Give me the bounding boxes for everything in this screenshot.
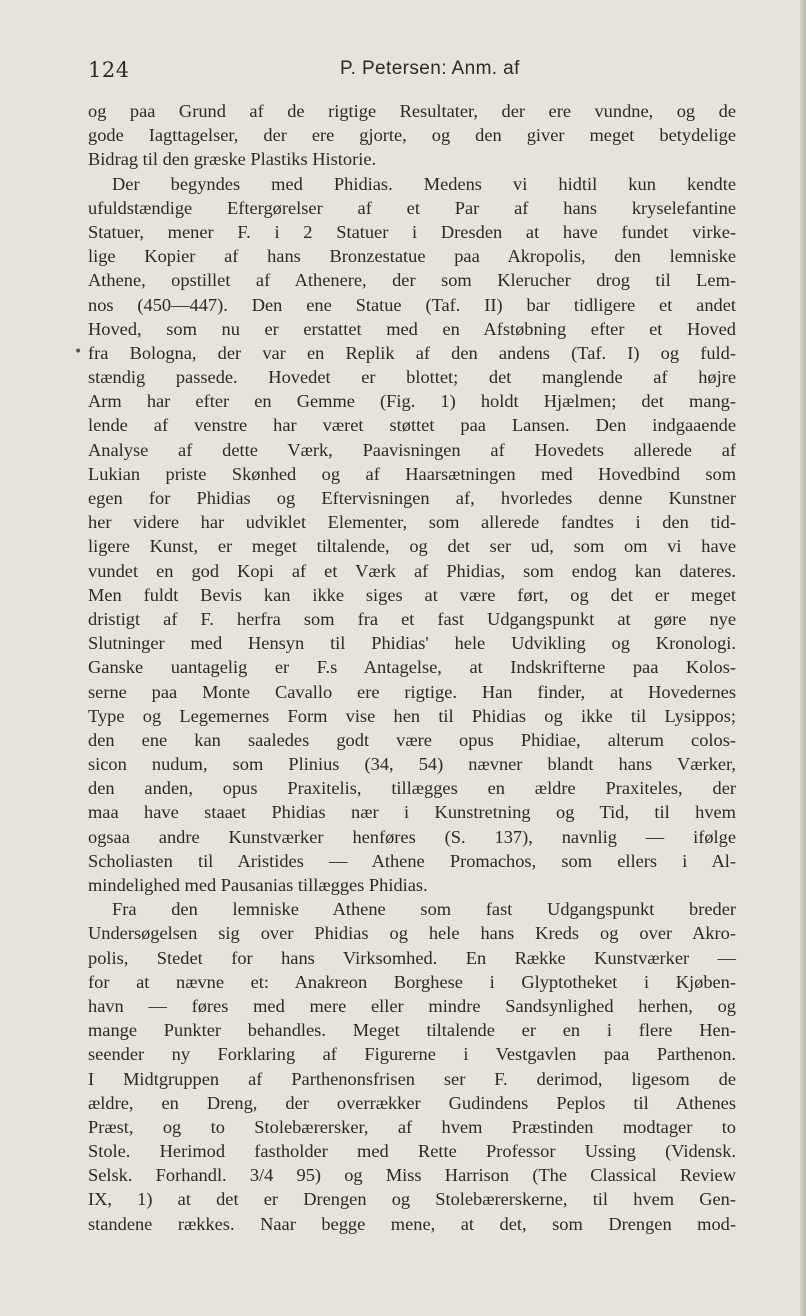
text-line: dristigt af F. herfra som fra et fast Udgangspunkt at gøre nye: [88, 608, 736, 629]
text-line: IX, 1) at det er Drengen og Stolebærerskerne, til hvem Gen-: [88, 1189, 736, 1210]
text-line: egen for Phidias og Eftervisningen af, hvorledes denne Kunstner: [88, 488, 736, 508]
text-line: Slutninger med Hensyn til Phidias' hele Udvikling og Kronologi.: [88, 633, 736, 654]
text-line: maa have staaet Phidias nær i Kunstretning og Tid, til hvem: [88, 802, 736, 823]
text-line: Arm har efter en Gemme (Fig. 1) holdt Hjælmen; det mang-: [88, 391, 736, 412]
margin-mark: •: [74, 344, 83, 360]
text-line: Ganske uantagelig er F.s Antagelse, at Indskrifterne paa Kolos-: [88, 657, 736, 678]
text-line: Type og Legemernes Form vise hen til Phidias og ikke til Lysippos;: [88, 705, 736, 726]
text-line: her videre har udviklet Elementer, som allerede fandtes i den tid-: [88, 512, 736, 533]
text-line: gode Iagttagelser, der ere gjorte, og den giver meget betydelige: [88, 125, 736, 146]
text-line: og paa Grund af de rigtige Resultater, der ere vundne, og de: [88, 101, 736, 121]
text-line: ogsaa andre Kunstværker henføres (S. 137), navnlig — ifølge: [88, 826, 736, 847]
text-line: I Midtgruppen af Parthenonsfrisen ser F. derimod, ligesom de: [88, 1068, 736, 1089]
text-line: Athene, opstillet af Athenere, der som Klerucher drog til Lem-: [88, 270, 736, 291]
text-line: seender ny Forklaring af Figurerne i Vestgavlen paa Parthenon.: [88, 1044, 736, 1065]
text-line: Men fuldt Bevis kan ikke siges at være ført, og det er meget: [88, 584, 736, 605]
text-line: ligere Kunst, er meget tiltalende, og det ser ud, som om vi have: [88, 536, 736, 557]
text-line: den ene kan saaledes godt være opus Phidiae, alterum colos-: [88, 729, 736, 750]
text-line: vundet en god Kopi af et Værk af Phidias, som endog kan dateres.: [88, 560, 736, 581]
text-line: Analyse af dette Værk, Paavisningen af Hovedets allerede af: [88, 439, 736, 460]
page-edge-shadow: [800, 0, 806, 1316]
text-line: Hoved, som nu er erstattet med en Afstøbning efter et Hoved: [88, 318, 736, 339]
text-line: lende af venstre har været støttet paa Lansen. Den indgaaende: [88, 415, 736, 436]
text-line: sicon nudum, som Plinius (34, 54) nævner blandt hans Værker,: [88, 754, 736, 775]
text-line: den anden, opus Praxitelis, tillægges en ældre Praxiteles, der: [88, 778, 736, 799]
text-line: serne paa Monte Cavallo ere rigtige. Han finder, at Hovedernes: [88, 681, 736, 702]
text-line: ufuldstændige Eftergørelser af et Par af hans kryselefantine: [88, 197, 736, 218]
text-line: Lukian priste Skønhed og af Haarsætningen med Hovedbind som: [88, 463, 736, 484]
page-number: 124: [88, 58, 130, 82]
text-line: standene rækkes. Naar begge mene, at det, som Drengen mod-: [88, 1213, 736, 1234]
text-line: Selsk. Forhandl. 3/4 95) og Miss Harrison (The Classical Review: [88, 1165, 736, 1186]
text-line: Der begyndes med Phidias. Medens vi hidtil kun kendte: [112, 173, 736, 194]
text-line: mange Punkter behandles. Meget tiltalende er en i flere Hen-: [88, 1020, 736, 1041]
text-line: Fra den lemniske Athene som fast Udgangspunkt breder: [112, 899, 736, 920]
text-line: Scholiasten til Aristides — Athene Promachos, som ellers i Al-: [88, 850, 736, 871]
text-line: Præst, og to Stolebærersker, af hvem Præstinden modtager to: [88, 1116, 736, 1137]
text-line: ældre, en Dreng, der overrækker Gudindens Peplos til Athenes: [88, 1092, 736, 1113]
body-text: [88, 99, 736, 1236]
text-line: fra Bologna, der var en Replik af den andens (Taf. I) og fuld-: [88, 342, 736, 363]
text-line: Stole. Herimod fastholder med Rette Professor Ussing (Vidensk.: [88, 1141, 736, 1162]
text-line: havn — føres med mere eller mindre Sandsynlighed herhen, og: [88, 995, 736, 1016]
page-header: [88, 58, 734, 86]
text-line: for at nævne et: Anakreon Borghese i Glyptotheket i Kjøben-: [88, 971, 736, 992]
text-line: polis, Stedet for hans Virksomhed. En Række Kunstværker —: [88, 947, 736, 968]
running-head: P. Petersen: Anm. af: [340, 58, 520, 79]
text-line: stændig passede. Hovedet er blottet; det manglende af højre: [88, 367, 736, 388]
text-line: lige Kopier af hans Bronzestatue paa Akropolis, den lemniske: [88, 246, 736, 267]
text-line: mindelighed med Pausanias tillægges Phidias.: [88, 875, 428, 895]
text-line: Bidrag til den græske Plastiks Historie.: [88, 149, 377, 170]
text-line: Statuer, mener F. i 2 Statuer i Dresden at have fundet virke-: [88, 221, 736, 242]
text-line: nos (450—447). Den ene Statue (Taf. II) bar tidligere et andet: [88, 294, 736, 315]
text-line: Undersøgelsen sig over Phidias og hele hans Kreds og over Akro-: [88, 923, 736, 944]
